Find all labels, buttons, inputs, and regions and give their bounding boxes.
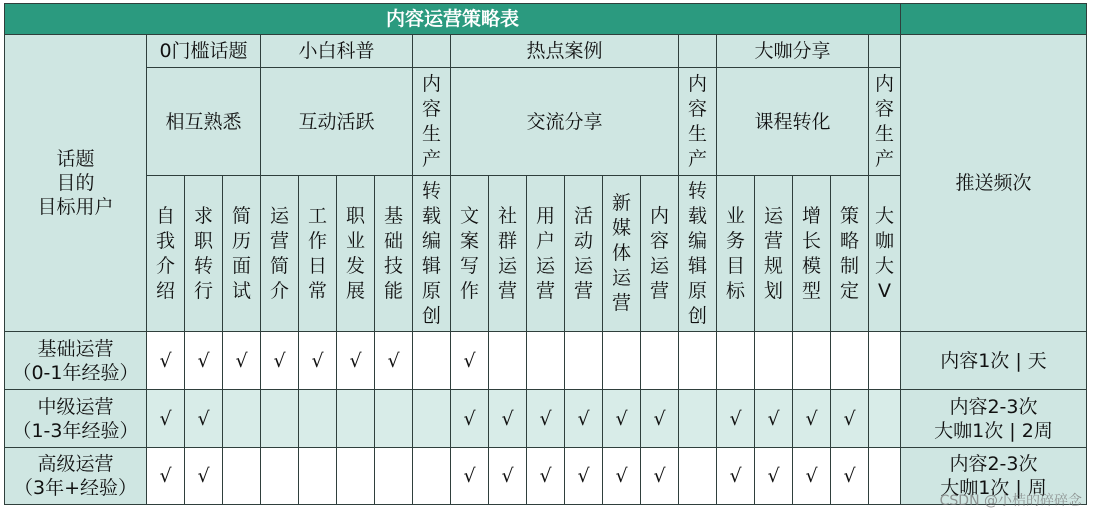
table-cell — [793, 332, 831, 390]
topic-header — [717, 35, 869, 68]
column-header-text: 转载编辑原创 — [421, 179, 441, 327]
check-mark: √ — [577, 407, 590, 430]
check-mark: √ — [463, 349, 476, 372]
table-cell — [261, 332, 299, 390]
column-header — [717, 176, 755, 332]
purpose-header-text: 互动活跃 — [298, 110, 375, 133]
topic-header — [147, 35, 261, 68]
check-mark: √ — [843, 465, 856, 487]
purpose-header — [147, 68, 261, 176]
table-cell — [869, 448, 901, 505]
purpose-header — [413, 68, 451, 176]
column-header — [375, 176, 413, 332]
column-header-text: 职业发展 — [345, 204, 365, 302]
column-header-text: 用户运营 — [535, 204, 555, 302]
row-label-text: 高级运营 （3年+经验） — [13, 453, 137, 499]
corner-label — [5, 35, 147, 332]
frequency-cell — [901, 332, 1087, 390]
table-cell — [413, 448, 451, 505]
check-mark: √ — [501, 407, 514, 430]
watermark: CSDN @小桔的碎碎念 — [939, 493, 1082, 509]
check-mark: √ — [615, 465, 628, 487]
table-cell — [223, 390, 261, 448]
table-cell — [451, 332, 489, 390]
purpose-header — [261, 68, 413, 176]
table-cell — [261, 448, 299, 505]
row-label — [5, 390, 147, 448]
content-strategy-table — [4, 3, 1087, 505]
purpose-header — [717, 68, 869, 176]
table-cell — [299, 390, 337, 448]
column-header — [451, 176, 489, 332]
column-header-text: 新媒体运营 — [611, 192, 631, 314]
table-cell — [337, 448, 375, 505]
column-header-text: 基础技能 — [383, 204, 403, 302]
frequency-header — [901, 35, 1087, 332]
column-header — [755, 176, 793, 332]
column-header-text: 业务目标 — [725, 204, 745, 302]
column-header-text: 策略制定 — [839, 204, 859, 302]
column-header — [641, 176, 679, 332]
check-mark: √ — [387, 349, 400, 372]
table-title — [5, 4, 901, 35]
check-mark: √ — [463, 465, 476, 487]
topic-header — [451, 35, 679, 68]
column-header-text: 工作日常 — [307, 204, 327, 302]
purpose-header-text: 课程转化 — [754, 110, 831, 133]
table-cell — [147, 390, 185, 448]
topic-blank — [413, 35, 451, 68]
topic-header-text: 小白科普 — [298, 40, 375, 62]
check-mark: √ — [805, 407, 818, 430]
check-mark: √ — [539, 465, 552, 487]
column-header — [869, 176, 901, 332]
check-mark: √ — [159, 465, 172, 487]
table-cell — [603, 448, 641, 505]
check-mark: √ — [653, 465, 666, 487]
table-cell — [185, 332, 223, 390]
check-mark: √ — [197, 465, 210, 487]
column-header — [223, 176, 261, 332]
column-header-text: 增长模型 — [801, 204, 821, 302]
check-mark: √ — [159, 349, 172, 372]
table-cell — [413, 332, 451, 390]
table-cell — [755, 332, 793, 390]
table-cell — [717, 390, 755, 448]
table-cell — [223, 332, 261, 390]
purpose-header-text: 内容生产 — [421, 72, 441, 170]
column-header-text: 内容运营 — [649, 204, 669, 302]
table-cell — [565, 390, 603, 448]
check-mark: √ — [653, 407, 666, 430]
table-cell — [261, 390, 299, 448]
table-cell — [869, 390, 901, 448]
table-cell — [679, 448, 717, 505]
table-cell — [489, 390, 527, 448]
column-header — [565, 176, 603, 332]
column-header-text: 求职转行 — [193, 204, 213, 302]
table-cell — [299, 448, 337, 505]
column-header-text: 运营规划 — [763, 204, 783, 302]
column-header — [831, 176, 869, 332]
title-right-cell — [901, 4, 1087, 35]
check-mark: √ — [767, 465, 780, 487]
topic-header — [261, 35, 413, 68]
table-cell — [831, 390, 869, 448]
table-cell — [489, 332, 527, 390]
table-cell — [147, 448, 185, 505]
check-mark: √ — [577, 465, 590, 487]
column-header — [489, 176, 527, 332]
frequency-cell-text: 内容1次 | 天 — [940, 349, 1047, 372]
table-cell — [717, 448, 755, 505]
purpose-header-text: 内容生产 — [874, 72, 894, 170]
column-header-text: 文案写作 — [459, 204, 479, 302]
column-header — [793, 176, 831, 332]
table-cell — [831, 332, 869, 390]
row-label-text: 中级运营 （1-3年经验） — [12, 395, 139, 442]
purpose-header — [679, 68, 717, 176]
topic-blank — [869, 35, 901, 68]
check-mark: √ — [729, 465, 742, 487]
check-mark: √ — [235, 349, 248, 372]
check-mark: √ — [729, 407, 742, 430]
table-cell — [793, 448, 831, 505]
table-cell — [603, 332, 641, 390]
column-header — [185, 176, 223, 332]
table-cell — [337, 332, 375, 390]
table-cell — [565, 332, 603, 390]
frequency-header-text: 推送频次 — [955, 172, 1032, 194]
table-cell — [375, 390, 413, 448]
column-header — [679, 176, 717, 332]
purpose-header-text: 交流分享 — [526, 110, 603, 133]
table-cell — [679, 390, 717, 448]
check-mark: √ — [463, 407, 476, 430]
check-mark: √ — [349, 349, 362, 372]
table-title-text: 内容运营策略表 — [385, 8, 519, 30]
table-cell — [451, 390, 489, 448]
column-header-text: 转载编辑原创 — [687, 179, 707, 327]
table-cell — [793, 390, 831, 448]
check-mark: √ — [767, 407, 780, 430]
table-cell — [755, 390, 793, 448]
column-header-text: 大咖大V — [874, 204, 894, 302]
table-cell — [185, 448, 223, 505]
table-cell — [641, 448, 679, 505]
column-header — [413, 176, 451, 332]
topic-header-text: 热点案例 — [526, 40, 603, 62]
purpose-header — [451, 68, 679, 176]
table-cell — [375, 332, 413, 390]
check-mark: √ — [539, 407, 552, 430]
table-cell — [413, 390, 451, 448]
column-header — [527, 176, 565, 332]
table-cell — [299, 332, 337, 390]
table-cell — [869, 332, 901, 390]
column-header-text: 简历面试 — [231, 204, 251, 302]
row-label-text: 基础运营 （0-1年经验） — [12, 337, 139, 384]
check-mark: √ — [159, 407, 172, 430]
column-header — [603, 176, 641, 332]
check-mark: √ — [843, 407, 856, 430]
column-header-text: 社群运营 — [497, 204, 517, 302]
table-cell — [717, 332, 755, 390]
topic-header-text: 大咖分享 — [754, 40, 831, 62]
table-cell — [185, 390, 223, 448]
table-cell — [527, 390, 565, 448]
check-mark: √ — [273, 349, 286, 372]
topic-header-text: 0门槛话题 — [159, 40, 248, 62]
table-cell — [527, 332, 565, 390]
table-cell — [147, 332, 185, 390]
table-cell — [641, 390, 679, 448]
check-mark: √ — [615, 407, 628, 430]
table-cell — [831, 448, 869, 505]
column-header — [261, 176, 299, 332]
column-header — [337, 176, 375, 332]
table-cell — [641, 332, 679, 390]
table-cell — [223, 448, 261, 505]
row-label — [5, 448, 147, 505]
check-mark: √ — [311, 349, 324, 372]
frequency-cell — [901, 390, 1087, 448]
check-mark: √ — [197, 407, 210, 430]
table-cell — [755, 448, 793, 505]
column-header-text: 活动运营 — [573, 204, 593, 302]
row-label — [5, 332, 147, 390]
table-cell — [565, 448, 603, 505]
check-mark: √ — [501, 465, 514, 487]
table-cell — [489, 448, 527, 505]
column-header — [147, 176, 185, 332]
table-cell — [679, 332, 717, 390]
purpose-header-text: 相互熟悉 — [165, 110, 242, 133]
table-cell — [375, 448, 413, 505]
column-header — [299, 176, 337, 332]
topic-blank — [679, 35, 717, 68]
table-cell — [603, 390, 641, 448]
frequency-cell-text: 内容2-3次 大咖1次 | 周 — [940, 453, 1047, 499]
frequency-cell-text: 内容2-3次 大咖1次 | 2周 — [934, 395, 1053, 442]
purpose-header — [869, 68, 901, 176]
column-header-text: 运营简介 — [269, 204, 289, 302]
check-mark: √ — [805, 465, 818, 487]
corner-label-text: 话题 目的 目标用户 — [37, 148, 114, 218]
table-cell — [527, 448, 565, 505]
purpose-header-text: 内容生产 — [687, 72, 707, 170]
table-cell — [337, 390, 375, 448]
table-cell — [451, 448, 489, 505]
check-mark: √ — [197, 349, 210, 372]
column-header-text: 自我介绍 — [155, 204, 175, 302]
